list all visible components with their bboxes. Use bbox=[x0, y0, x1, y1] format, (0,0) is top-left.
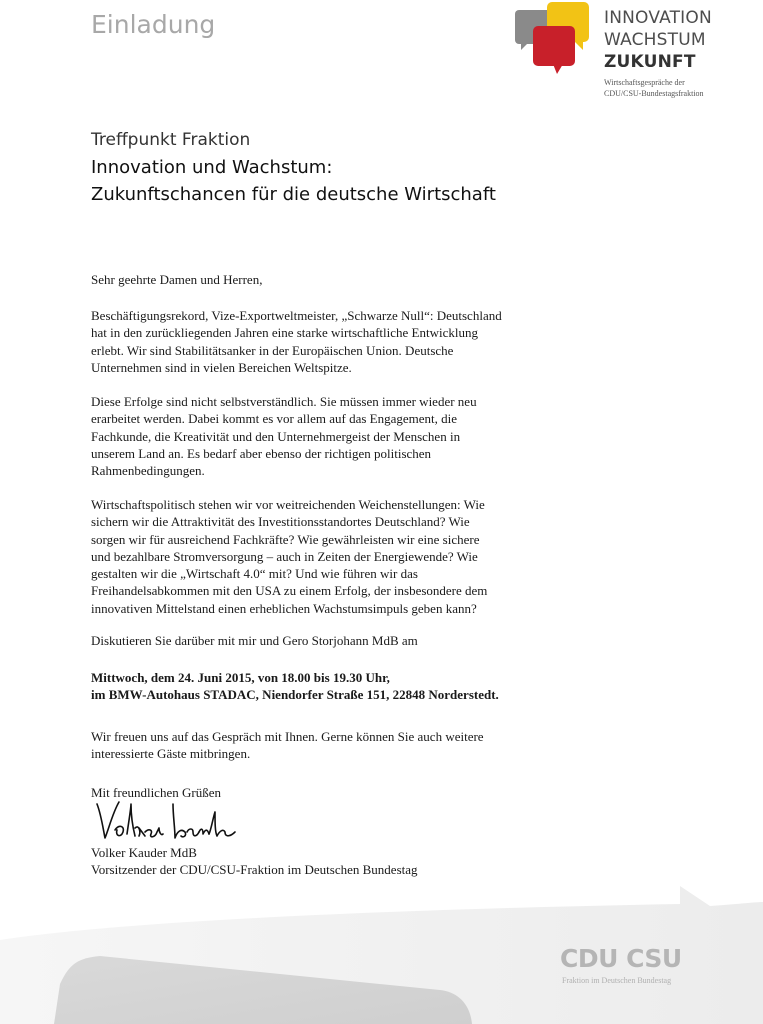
handwritten-signature bbox=[93, 798, 238, 844]
event-kicker: Treffpunkt Fraktion bbox=[91, 130, 251, 150]
paragraph-1 bbox=[91, 307, 502, 376]
paragraph-line: und bezahlbare Stromversorgung – auch in Zeiten der Energiewende? Wie bbox=[91, 548, 478, 564]
paragraph-line: erarbeitet werden. Dabei kommt es vor allem auf das Engagement, die bbox=[91, 411, 458, 427]
signer-name: Volker Kauder MdB bbox=[91, 845, 197, 860]
paragraph-line: Diskutieren Sie darüber mit mir und Gero Storjohann MdB am bbox=[91, 633, 418, 648]
logo-subline-1: Wirtschaftsgespräche der bbox=[604, 78, 685, 87]
paragraph-line: sichern wir die Attraktivität des Investitionsstandortes Deutschland? Wie bbox=[91, 514, 470, 530]
paragraph-line: Fachkunde, die Kreativität und den Unternehmergeist der Menschen in bbox=[91, 428, 461, 444]
closing: Mit freundlichen Grüßen bbox=[91, 785, 221, 800]
paragraph-line: interessierte Gäste mitbringen. bbox=[91, 746, 251, 762]
paragraph-line: Freihandelsabkommen mit den USA zu einem Erfolg, der insbesondere dem bbox=[91, 583, 488, 599]
logo-line-innovation: INNOVATION bbox=[604, 8, 712, 28]
signer-title: Vorsitzender der CDU/CSU-Fraktion im Deutschen Bundestag bbox=[91, 862, 418, 878]
paragraph-line: Diese Erfolge sind nicht selbstverständlich. Sie müssen immer wieder neu bbox=[91, 394, 477, 409]
paragraph-line: Beschäftigungsrekord, Vize-Exportweltmeister, „Schwarze Null“: Deutschland bbox=[91, 308, 502, 323]
event-title-line1: Innovation und Wachstum: bbox=[91, 157, 333, 178]
paragraph-line: hat in den zurückliegenden Jahren eine starke wirtschaftliche Entwicklung bbox=[91, 325, 478, 341]
event-date: Mittwoch, dem 24. Juni 2015, von 18.00 bis 19.30 Uhr, bbox=[91, 670, 390, 685]
paragraph-line: gestalten wir die „Wirtschaft 4.0“ mit? Und wie führen wir das bbox=[91, 566, 418, 582]
event-details bbox=[91, 669, 499, 704]
paragraph-5 bbox=[91, 728, 484, 763]
logo-subline-2: CDU/CSU-Bundestagsfraktion bbox=[604, 89, 704, 98]
paragraph-line: Rahmenbedingungen. bbox=[91, 463, 205, 479]
paragraph-line: Wir freuen uns auf das Gespräch mit Ihnen. Gerne können Sie auch weitere bbox=[91, 729, 484, 744]
paragraph-2 bbox=[91, 393, 477, 479]
paragraph-line: sorgen wir für ausreichend Fachkräfte? Wie gewährleisten wir eine sichere bbox=[91, 531, 480, 547]
logo-line-zukunft: ZUKUNFT bbox=[604, 52, 696, 72]
paragraph-line: Wirtschaftspolitisch stehen wir vor weitreichenden Weichenstellungen: Wie bbox=[91, 497, 485, 512]
logo-line-wachstum: WACHSTUM bbox=[604, 30, 706, 50]
cdu-csu-subline: Fraktion im Deutschen Bundestag bbox=[562, 976, 672, 985]
paragraph-line: Unternehmen sind in vielen Bereichen Weltspitze. bbox=[91, 359, 352, 375]
innovation-logo bbox=[513, 2, 753, 102]
signer-block bbox=[91, 844, 418, 879]
paragraph-3 bbox=[91, 496, 487, 617]
event-venue: im BMW-Autohaus STADAC, Niendorfer Straße 151, 22848 Norderstedt. bbox=[91, 687, 499, 703]
speech-bubbles-icon bbox=[513, 2, 593, 82]
paragraph-line: unserem Land an. Es bedarf aber ebenso der richtigen politischen bbox=[91, 445, 432, 461]
salutation: Sehr geehrte Damen und Herren, bbox=[91, 272, 263, 287]
paragraph-4 bbox=[91, 632, 418, 649]
cdu-csu-logo-text: CDU CSU bbox=[560, 944, 682, 973]
page-heading: Einladung bbox=[91, 10, 216, 39]
cdu-csu-logo bbox=[560, 944, 682, 973]
event-title-line2: Zukunftschancen für die deutsche Wirtschaft bbox=[91, 184, 496, 205]
paragraph-line: erlebt. Wir sind Stabilitätsanker in der Europäischen Union. Deutsche bbox=[91, 342, 454, 358]
paragraph-line: innovativen Mittelstand einen erheblichen Wachstumsimpuls geben kann? bbox=[91, 600, 477, 616]
